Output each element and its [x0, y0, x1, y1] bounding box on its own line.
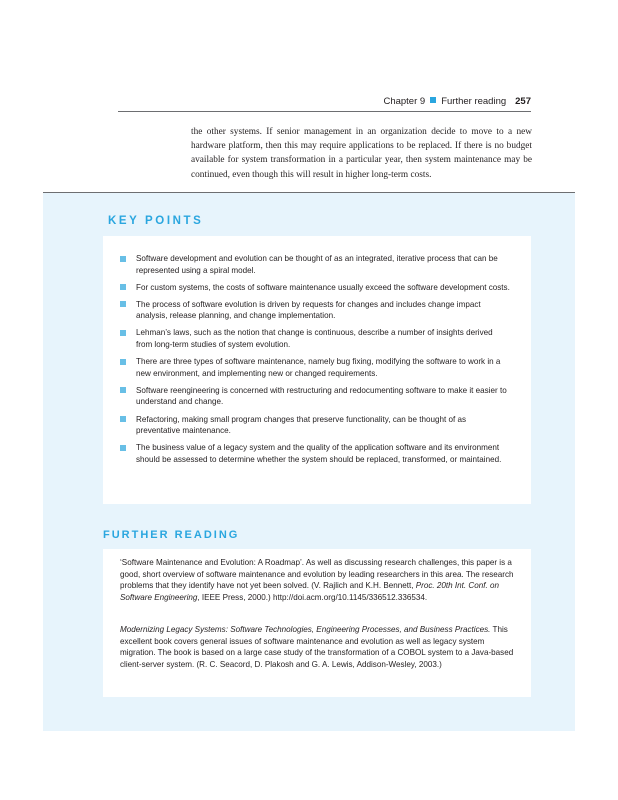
square-bullet-icon [120, 284, 126, 290]
reading-entry-legacy-systems: Modernizing Legacy Systems: Software Technologies, Engineering Processes, and Business Practices. This excellent book covers general issues of software maintenance and evolution as well as legacy system migration. The book is based on a large case study of the transformation of a COBOL system to a Java-based client-server system. (R. C. Seacord, D. Plakosh and G. A. Lewis, Addison-Wesley, 2003.) [120, 625, 514, 670]
key-points-box [103, 236, 531, 504]
page-number: 257 [515, 96, 531, 107]
separator-square-icon [430, 97, 436, 103]
key-points-list [120, 253, 510, 471]
square-bullet-icon [120, 445, 126, 451]
key-point-item: Lehman’s laws, such as the notion that change is continuous, describe a number of insights derived from long-term studies of system evolution. [120, 327, 510, 350]
key-point-item: Software reengineering is concerned with restructuring and redocumenting software to make it easier to understand and change. [120, 385, 510, 408]
square-bullet-icon [120, 387, 126, 393]
key-point-item: The business value of a legacy system and the quality of the application software and its environment should be assessed to determine whether the system should be replaced, transformed, or maintained. [120, 442, 510, 465]
further-reading-box [103, 549, 531, 697]
square-bullet-icon [120, 359, 126, 365]
key-point-item: Refactoring, making small program changes that preserve functionality, can be thought of as preventative maintenance. [120, 414, 510, 437]
running-header [118, 96, 531, 107]
intro-paragraph: the other systems. If senior management in an organization decide to move to a new hardware platform, then this may require applications to be replaced. If there is no budget available for system transformation in a particular year, then system maintenance may be continued, even though this will result in higher long-term costs. [191, 127, 532, 180]
square-bullet-icon [120, 256, 126, 262]
section-label: Further reading [441, 96, 507, 107]
further-reading-heading: FURTHER READING [103, 529, 240, 541]
key-point-item: For custom systems, the costs of software maintenance usually exceed the software development costs. [120, 282, 510, 294]
reading-entry-roadmap: ‘Software Maintenance and Evolution: A Roadmap’. As well as discussing research challenges, this paper is a good, short overview of software maintenance and evolution by leading researchers in this area. The research problems that they identify have not yet been solved. (V. Rajlich and K.H. Bennett, Proc. 20th Int. Conf. on Software Engineering, IEEE Press, 2000.) http://doi.acm.org/10.1145/336512.336534. [120, 558, 514, 603]
key-points-heading: KEY POINTS [108, 215, 204, 227]
header-rule [118, 111, 531, 112]
square-bullet-icon [120, 301, 126, 307]
square-bullet-icon [120, 416, 126, 422]
chapter-label: Chapter 9 [383, 96, 426, 107]
square-bullet-icon [120, 330, 126, 336]
key-point-item: Software development and evolution can be thought of as an integrated, iterative process that can be represented using a spiral model. [120, 253, 510, 276]
key-point-item: The process of software evolution is driven by requests for changes and includes change impact analysis, release planning, and change implementation. [120, 299, 510, 322]
key-point-item: There are three types of software maintenance, namely bug fixing, modifying the software to work in a new environment, and implementing new or changed requirements. [120, 356, 510, 379]
